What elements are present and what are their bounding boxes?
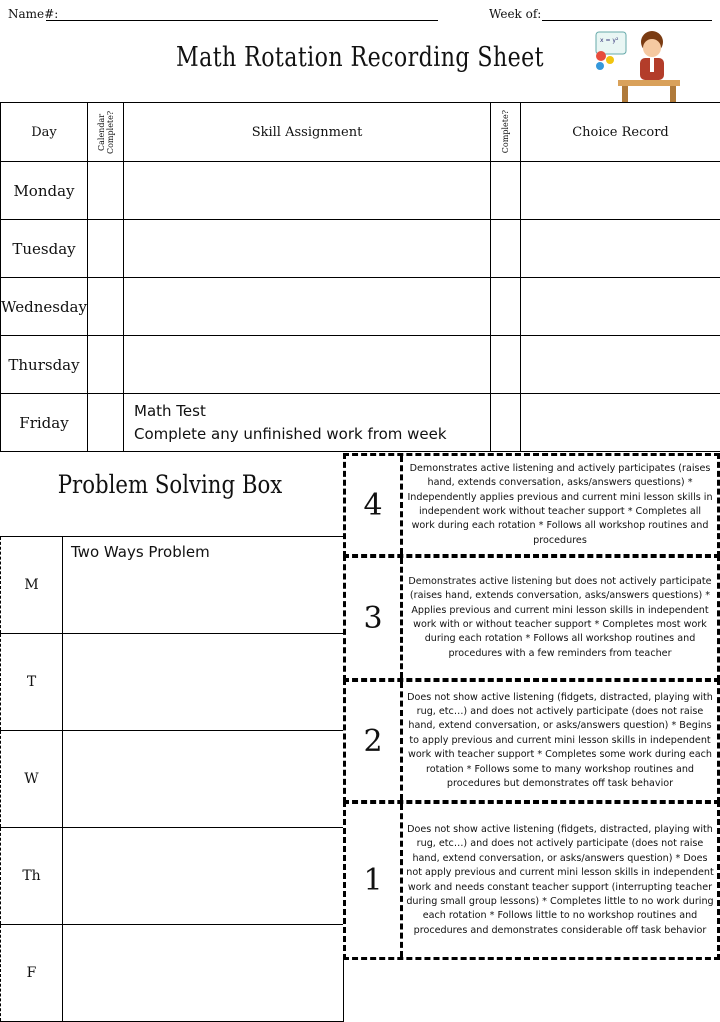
list-item [1,731,344,828]
rubric-description: Demonstrates active listening but does not actively participate (raises hand, extends conversation, asks/answers questions) * Applies previous and current mini lesson skills in independent work with or without teacher support * Completes most work during each rotation * Follows all workshop routines and procedures with a few reminders from teacher [403,558,717,678]
list-item [1,634,344,731]
complete-check-cell[interactable] [491,278,521,336]
choice-cell[interactable] [521,278,720,336]
table-row [1,394,720,452]
psb-entry-cell[interactable] [63,925,344,1022]
psb-day-cell: T [1,634,63,731]
col-header-day: Day [1,103,88,162]
board-text: x = y² [600,37,619,44]
choice-cell[interactable] [521,394,720,452]
skill-cell[interactable]: Math Test Complete any unfinished work from week [124,394,491,452]
name-label: Name#: [8,7,58,21]
rubric-description: Demonstrates active listening and actively participates (raises hand, extends conversation, asks/answers questions) * Independently applies previous and current mini lesson skills in independent work without teacher support * Completes all work during each rotation * Follows all workshop routines and procedures [403,456,717,554]
calendar-check-cell[interactable] [88,336,124,394]
psb-day-cell: F [1,925,63,1022]
rubric-score: 2 [346,682,403,800]
choice-cell[interactable] [521,336,720,394]
day-cell: Tuesday [1,220,88,278]
table-row [1,278,720,336]
complete-check-cell[interactable] [491,162,521,220]
skill-cell[interactable] [124,336,491,394]
psb-entry-cell[interactable]: Two Ways Problem [63,537,344,634]
day-cell: Friday [1,394,88,452]
rubric-score: 3 [346,558,403,678]
complete-check-cell[interactable] [491,220,521,278]
table-row [1,162,720,220]
psb-day-cell: W [1,731,63,828]
rubric-description: Does not show active listening (fidgets, distracted, playing with rug, etc…) and does not actively participate (does not raise hand, extend conversation, or asks/answers question) * Does not apply previous and current mini lesson skills in independent work and needs constant teacher support (interrupting teacher during small group lessons) * Completes little to no work during each rotation * Follows little to no workshop routines and procedures and demonstrates considerable off task behavior [403,804,717,957]
day-cell: Thursday [1,336,88,394]
list-item [1,828,344,925]
table-row [1,336,720,394]
psb-day-cell: Th [1,828,63,925]
calendar-check-cell[interactable] [88,220,124,278]
page-title: Math Rotation Recording Sheet [65,42,655,73]
complete-check-cell[interactable] [491,394,521,452]
col-header-complete: Complete? [491,103,521,162]
name-line[interactable] [46,20,438,21]
psb-entry-cell[interactable] [63,731,344,828]
col-header-choice: Choice Record [521,103,720,162]
skill-cell[interactable] [124,278,491,336]
skill-cell[interactable] [124,220,491,278]
skill-cell[interactable] [124,162,491,220]
calendar-check-cell[interactable] [88,162,124,220]
teacher-illustration-icon [592,26,682,104]
col-header-calendar-complete: Calendar Complete? [88,103,124,162]
week-label: Week of: [489,7,541,21]
psb-day-cell: M [1,537,63,634]
rubric-description: Does not show active listening (fidgets, distracted, playing with rug, etc…) and does not actively participate (does not raise hand, extend conversation, or asks/answers question) * Begins to apply previous and current mini lesson skills in independent work with teacher support * Completes some work during each rotation * Follows some to many workshop routines and procedures but demonstrates off task behavior [403,682,717,800]
col-header-skill: Skill Assignment [124,103,491,162]
rubric-score: 1 [346,804,403,957]
problem-solving-title: Problem Solving Box [26,470,315,499]
calendar-check-cell[interactable] [88,278,124,336]
rubric-row [343,453,720,557]
calendar-check-cell[interactable] [88,394,124,452]
table-row [1,220,720,278]
choice-cell[interactable] [521,220,720,278]
rubric-score: 4 [346,456,403,554]
choice-cell[interactable] [521,162,720,220]
recording-table [0,102,720,452]
day-cell: Wednesday [1,278,88,336]
rubric-row [343,679,720,803]
rubric-row [343,801,720,960]
problem-solving-table [0,536,344,1022]
complete-check-cell[interactable] [491,336,521,394]
list-item [1,537,344,634]
psb-entry-cell[interactable] [63,634,344,731]
day-cell: Monday [1,162,88,220]
list-item [1,925,344,1022]
psb-entry-cell[interactable] [63,828,344,925]
week-line[interactable] [542,20,712,21]
rubric-row [343,555,720,681]
